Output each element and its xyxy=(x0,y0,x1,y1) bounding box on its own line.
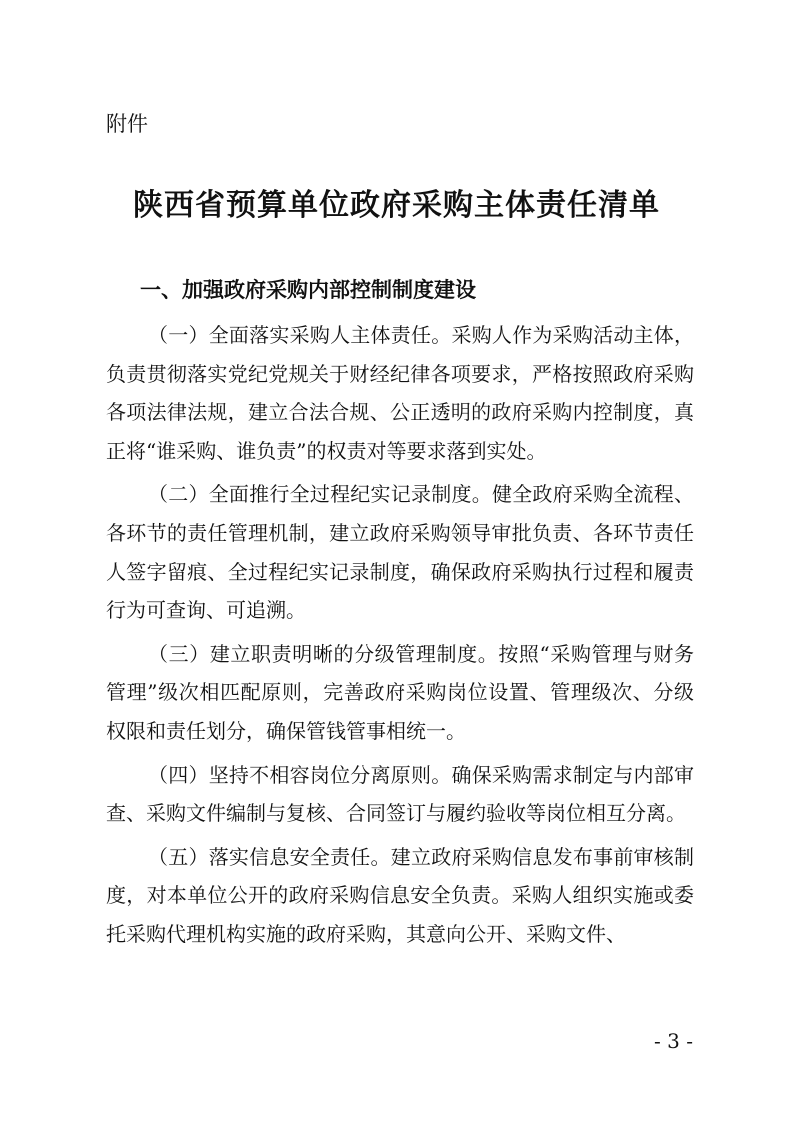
paragraph-heading: （五）落实信息安全责任。 xyxy=(148,844,391,869)
paragraph-text: 采购人作为采购活动主体，负责贯彻落实党纪党规关于财经纪律各项要求，严格按照政府采购各项法律法规，建立合法合规、公正透明的政府采购内控制度，真正将“谁采购、谁负责”的权责对等要求落到实处。 xyxy=(106,323,695,463)
paragraph-heading: （三）建立职责明晰的分级管理制度。 xyxy=(148,641,499,666)
paragraph-text: 确保采购需求制定与内部审查、采购文件编制与复核、合同签订与履约验收等岗位相互分离。 xyxy=(106,762,695,826)
paragraph-5 xyxy=(106,838,694,954)
document-body xyxy=(106,316,694,959)
paragraph-heading: （一）全面落实采购人主体责任。 xyxy=(148,323,452,347)
paragraph-text: 建立政府采购信息发布事前审核制度，对本单位公开的政府采购信息安全负责。采购人组织实施或委托采购代理机构实施的政府采购，其意向公开、采购文件、 xyxy=(106,844,695,946)
paragraph-4 xyxy=(106,756,694,833)
paragraph-2 xyxy=(106,475,694,629)
attachment-label: 附件 xyxy=(106,112,148,136)
section-heading: 一、加强政府采购内部控制制度建设 xyxy=(140,278,476,302)
paragraph-text: 健全政府采购全流程、各环节的责任管理机制，建立政府采购领导审批负责、各环节责任人签字留痕、全过程纪实记录制度，确保政府采购执行过程和履责行为可查询、可追溯。 xyxy=(106,482,695,623)
paragraph-3 xyxy=(106,635,694,751)
paragraph-1 xyxy=(106,316,694,470)
paragraph-heading: （四）坚持不相容岗位分离原则。 xyxy=(148,762,452,787)
document-title: 陕西省预算单位政府采购主体责任清单 xyxy=(133,188,660,223)
paragraph-heading: （二）全面推行全过程纪实记录制度。 xyxy=(148,482,492,507)
paragraph-text: 按照“采购管理与财务管理”级次相匹配原则，完善政府采购岗位设置、管理级次、分级权限和责任划分，确保管钱管事相统一。 xyxy=(106,641,694,743)
page-number: - 3 - xyxy=(654,1029,693,1053)
